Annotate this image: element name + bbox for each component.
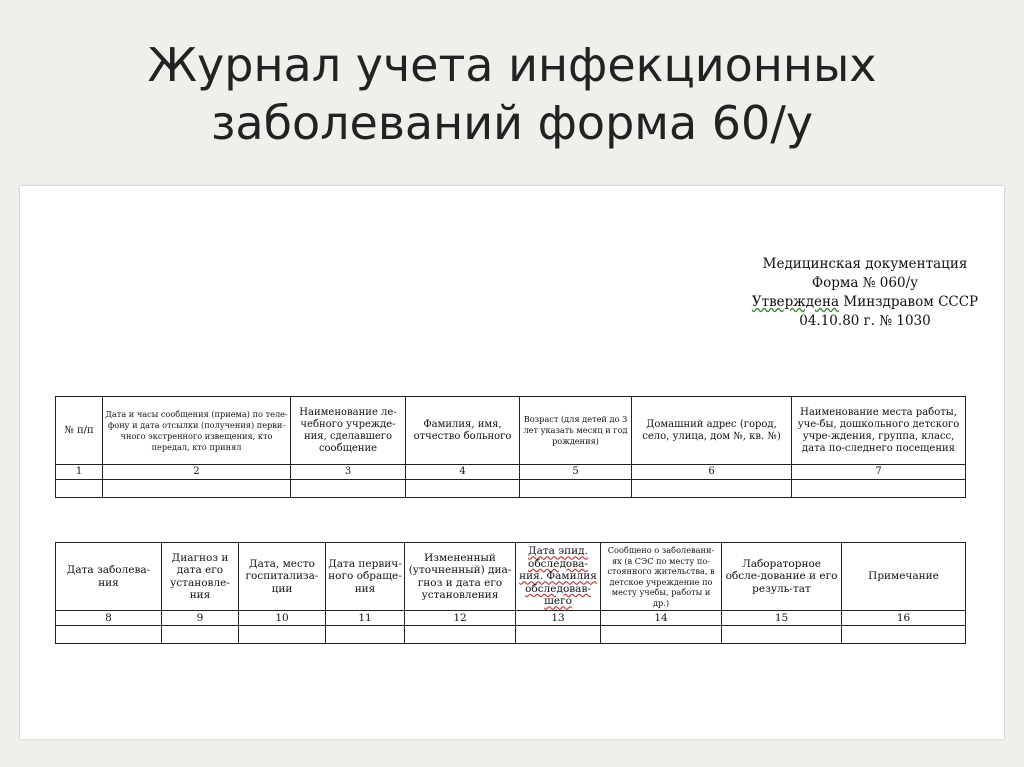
header-line-3: [730, 293, 1000, 312]
column-number: 4: [406, 465, 520, 480]
column-number: 12: [405, 611, 516, 626]
column-number: 7: [792, 465, 966, 480]
register-table-part-2: [55, 542, 966, 644]
column-number: 16: [842, 611, 966, 626]
empty-cell: [406, 480, 520, 498]
empty-cell: [291, 480, 406, 498]
column-number: 13: [516, 611, 601, 626]
column-number: 15: [722, 611, 842, 626]
empty-cell: [56, 480, 103, 498]
table-row: [56, 626, 966, 644]
column-header-text: Дата эпид. обследова-ния. Фамилия обследовав-шего: [519, 545, 597, 608]
empty-cell: [56, 626, 162, 644]
header-approved-word: Утверждена: [751, 294, 840, 310]
register-table-part-1: [55, 396, 966, 498]
empty-cell: [520, 480, 632, 498]
column-number: 8: [56, 611, 162, 626]
column-header: Лабораторное обсле-дование и его резуль-тат: [722, 543, 842, 611]
column-header: Измененный (уточненный) диа-гноз и дата его установления: [405, 543, 516, 611]
form-document: [20, 186, 1004, 739]
empty-cell: [792, 480, 966, 498]
empty-cell: [326, 626, 405, 644]
column-number: 5: [520, 465, 632, 480]
slide-title-line-2: заболеваний форма 60/у: [210, 96, 814, 150]
slide-title: [0, 36, 1024, 152]
column-header: Диагноз и дата его установле-ния: [162, 543, 239, 611]
column-number: 10: [239, 611, 326, 626]
column-header: Дата, место госпитализа-ции: [239, 543, 326, 611]
empty-cell: [842, 626, 966, 644]
column-header: Возраст (для детей до 3 лет указать месяц и год рождения): [520, 397, 632, 465]
empty-cell: [103, 480, 291, 498]
column-header: [516, 543, 601, 611]
column-header: Примечание: [842, 543, 966, 611]
column-number: 2: [103, 465, 291, 480]
header-line-2: Форма № 060/у: [811, 275, 919, 291]
column-header: Дата заболева-ния: [56, 543, 162, 611]
column-header: Фамилия, имя, отчество больного: [406, 397, 520, 465]
column-header: Сообщено о заболевани-ях (в СЭС по месту по-стоянного жительства, в детское учреждение по месту учебы, работы и др.): [601, 543, 722, 611]
column-header: Дата первич-ного обраще-ния: [326, 543, 405, 611]
column-number: 11: [326, 611, 405, 626]
table-header-row: [56, 397, 966, 465]
table-row: [56, 480, 966, 498]
empty-cell: [239, 626, 326, 644]
header-approved-rest: Минздравом СССР: [839, 294, 979, 310]
column-number: 9: [162, 611, 239, 626]
column-header: Наименование места работы, уче-бы, дошкольного детского учре-ждения, группа, класс, дата по-следнего посещения: [792, 397, 966, 465]
column-header: Домашний адрес (город, село, улица, дом №, кв. №): [632, 397, 792, 465]
empty-cell: [405, 626, 516, 644]
column-number: 3: [291, 465, 406, 480]
column-number: 1: [56, 465, 103, 480]
column-number-row: [56, 465, 966, 480]
empty-cell: [632, 480, 792, 498]
column-header: Дата и часы сообщения (приема) по теле-фону и дата отсылки (получения) перви-чного экстренного извещения, кто передал, кто принял: [103, 397, 291, 465]
empty-cell: [516, 626, 601, 644]
empty-cell: [601, 626, 722, 644]
header-line-1: Медицинская документация: [762, 256, 968, 272]
document-header: [730, 255, 1000, 331]
slide-title-line-1: Журнал учета инфекционных: [147, 38, 877, 92]
empty-cell: [722, 626, 842, 644]
column-header: Наименование ле-чебного учрежде-ния, сделавшего сообщение: [291, 397, 406, 465]
header-line-4: 04.10.80 г. № 1030: [799, 313, 931, 329]
column-header: № п/п: [56, 397, 103, 465]
empty-cell: [162, 626, 239, 644]
column-number: 14: [601, 611, 722, 626]
column-number-row: [56, 611, 966, 626]
table-header-row: [56, 543, 966, 611]
column-number: 6: [632, 465, 792, 480]
